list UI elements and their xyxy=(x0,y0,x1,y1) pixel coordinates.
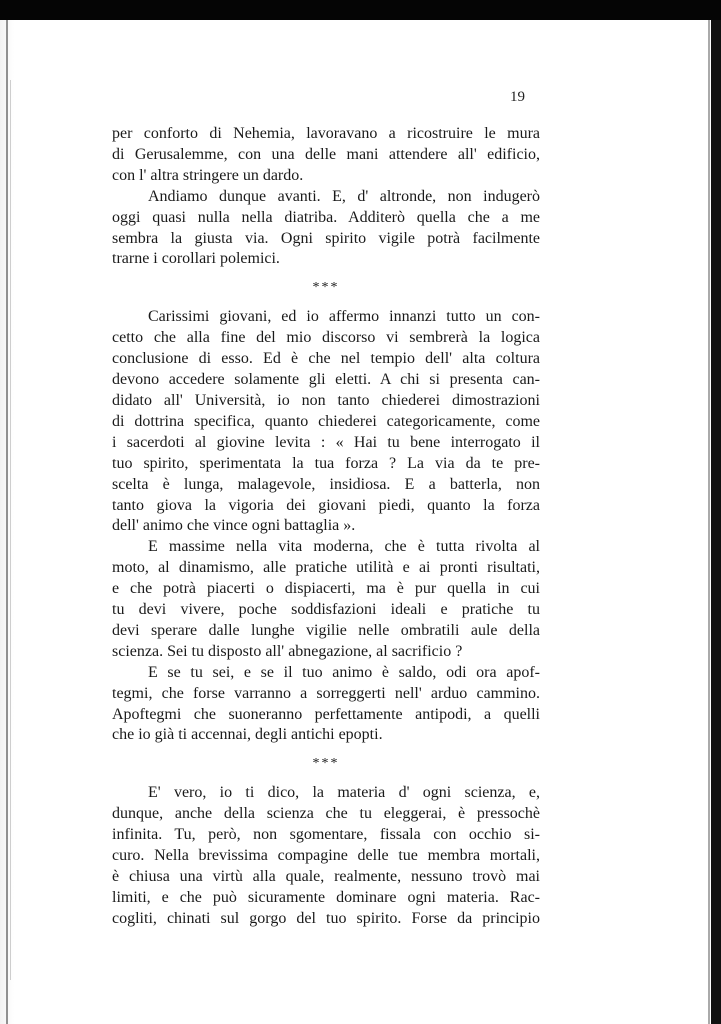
text-line: dell' animo che vince ogni battaglia ». xyxy=(112,517,356,535)
text-line: didato all' Università, io non tanto chiederei dimostrazioni xyxy=(112,391,540,409)
text-line: con l' altra stringere un dardo. xyxy=(112,166,304,184)
page-body xyxy=(112,124,540,930)
text-line: devi sperare dalle lunghe vigilie nelle ombratili aule della xyxy=(112,621,540,639)
text-line: dunque, anche della scienza che tu eleggerai, è pressochè xyxy=(112,805,540,823)
text-line: devono accedere solamente gli eletti. A chi si presenta can- xyxy=(112,371,540,389)
text-line: e che potrà piacerti o dispiacerti, ma è pur quella in cui xyxy=(112,580,540,598)
scan-top-border xyxy=(0,0,721,20)
text-line: moto, al dinamismo, alle pratiche utilità e ai pronti risultati, xyxy=(112,559,540,577)
text-line: E massime nella vita moderna, che è tutta rivolta al xyxy=(148,538,540,556)
text-line: scelta è lunga, malagevole, insidiosa. E a batterla, non xyxy=(112,475,540,493)
text-line: trarne i corollari polemici. xyxy=(112,250,280,268)
text-line: cetto che alla fine del mio discorso vi sembrerà la logica xyxy=(112,329,540,347)
text-line: tuo spirito, sperimentata la tua forza ? La via da te pre- xyxy=(112,454,540,472)
text-line: E se tu sei, e se il tuo animo è saldo, odi ora apof- xyxy=(148,663,540,681)
text-line: Carissimi giovani, ed io affermo innanzi tutto un con- xyxy=(148,308,540,326)
paragraph xyxy=(112,537,540,662)
text-line: limiti, e che può sicuramente dominare ogni materia. Rac- xyxy=(112,888,540,906)
paragraph xyxy=(112,307,540,537)
text-line: E' vero, io ti dico, la materia d' ogni scienza, e, xyxy=(148,784,540,802)
text-line: Apoftegmi che suoneranno perfettamente antipodi, a quelli xyxy=(112,705,540,723)
paragraph xyxy=(112,124,540,187)
text-line: oggi quasi nulla nella diatriba. Additerò quella che a me xyxy=(112,208,540,226)
text-line: tu devi vivere, poche soddisfazioni ideali e pratiche tu xyxy=(112,601,540,619)
section-separator: *** xyxy=(312,756,340,772)
text-line: i sacerdoti al giovine levita : « Hai tu bene interrogato il xyxy=(112,433,540,451)
text-line: curo. Nella brevissima compagine delle tue membra mortali, xyxy=(112,847,540,865)
text-line: è chiusa una virtù alla quale, realmente, nessuno trovò mai xyxy=(112,868,540,885)
text-line: che io già ti accennai, degli antichi epopti. xyxy=(112,726,383,744)
paragraph xyxy=(112,783,540,929)
scan-right-border xyxy=(711,20,721,1024)
text-line: tanto giova la vigoria dei giovani piedi, quanto la forza xyxy=(112,496,540,514)
text-line: di Gerusalemme, con una delle mani attendere all' edificio, xyxy=(112,145,540,163)
text-line: conclusione di esso. Ed è che nel tempio dell' alta coltura xyxy=(112,350,540,368)
text-line: per conforto di Nehemia, lavoravano a ricostruire le mura xyxy=(112,125,540,142)
text-line: cogliti, chinati sul gorgo del tuo spirito. Forse da principio xyxy=(112,909,540,927)
section-separator: *** xyxy=(312,280,340,296)
text-line: infinita. Tu, però, non sgomentare, fissala con occhio si- xyxy=(112,826,540,844)
paragraph xyxy=(112,187,540,271)
page-number: 19 xyxy=(510,89,525,105)
text-line: sembra la giusta via. Ogni spirito vigile potrà facilmente xyxy=(112,229,540,247)
text-line: Andiamo dunque avanti. E, d' altronde, non indugerò xyxy=(148,187,540,205)
paragraph xyxy=(112,663,540,747)
text-line: di dottrina specifica, quanto chiederei categoricamente, come xyxy=(112,412,540,430)
text-line: tegmi, che forse varranno a sorreggerti nell' arduo cammino. xyxy=(112,684,540,702)
text-line: scienza. Sei tu disposto all' abnegazione, al sacrificio ? xyxy=(112,642,463,660)
scan-left-margin xyxy=(0,20,24,1024)
